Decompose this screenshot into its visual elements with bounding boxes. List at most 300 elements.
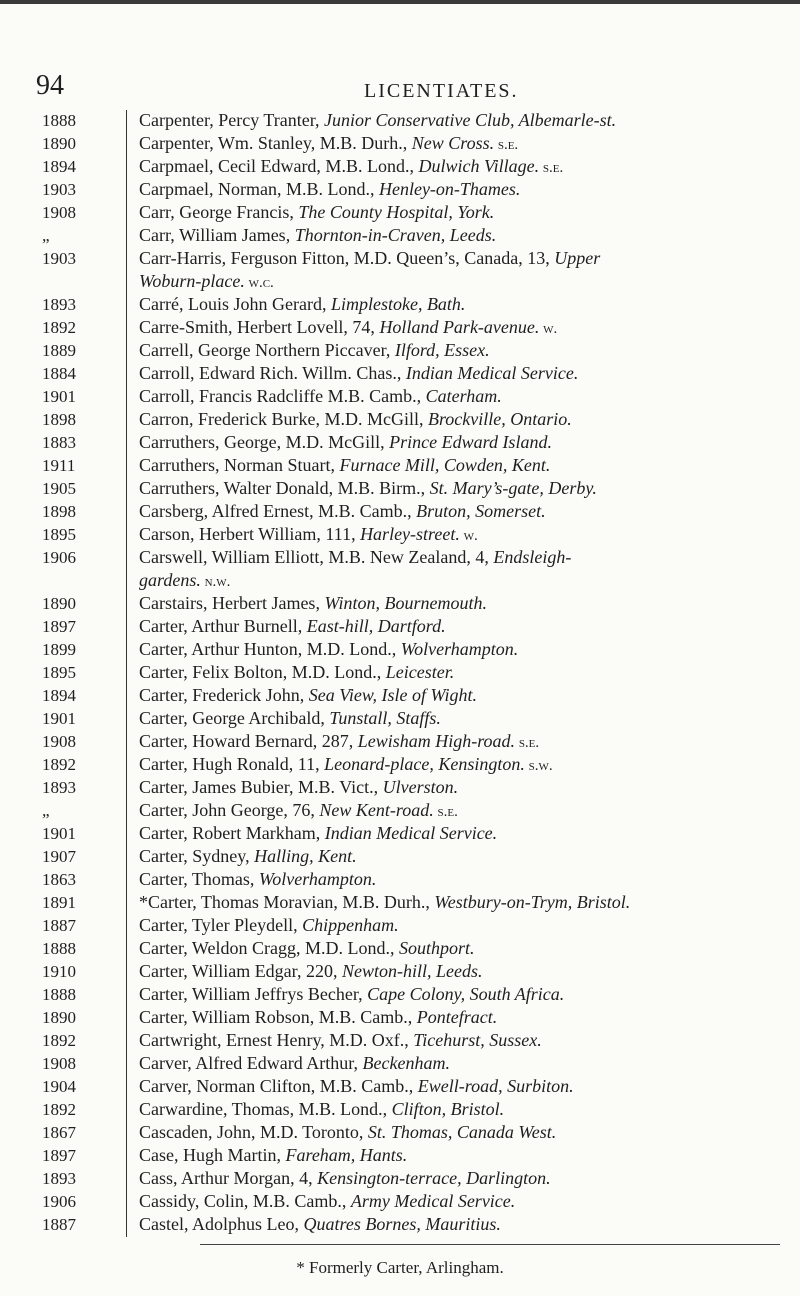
column-divider (126, 294, 127, 317)
entry-year: 1890 (42, 134, 76, 153)
entry-name: Carter, James Bubier, M.B. Vict., (139, 777, 383, 797)
entry-year: 1897 (42, 617, 76, 636)
entry-address: Furnace Mill, Cowden, Kent. (339, 455, 551, 475)
entry-text (139, 639, 524, 662)
list-item (30, 915, 800, 938)
entry-text (139, 179, 526, 202)
entry-address: Pontefract. (416, 1007, 498, 1027)
entry-address: Wolverhampton. (258, 869, 377, 889)
column-divider (126, 800, 127, 823)
entry-year: 1908 (42, 732, 76, 751)
list-item (30, 1191, 800, 1214)
entry-year: 1898 (42, 410, 76, 429)
entry-name: Carstairs, Herbert James, (139, 593, 325, 613)
column-divider (126, 938, 127, 961)
entry-year: 1901 (42, 709, 76, 728)
entry-address: Clifton, Bristol. (391, 1099, 505, 1119)
entry-text (139, 570, 236, 593)
entry-address: Ulverston. (382, 777, 459, 797)
entry-name: Carpenter, Percy Tranter, (139, 110, 325, 130)
entry-address: Henley-on-Thames. (378, 179, 521, 199)
list-item (30, 432, 800, 455)
entry-text (139, 1076, 580, 1099)
entry-name: Carver, Alfred Edward Arthur, (139, 1053, 363, 1073)
entry-text (139, 754, 559, 777)
list-item (30, 409, 800, 432)
entry-address: St. Thomas, Canada West. (367, 1122, 557, 1142)
list-item (30, 892, 800, 915)
entry-name: Carr, George Francis, (139, 202, 299, 222)
entry-name: Carter, Robert Markham, (139, 823, 325, 843)
entry-year: 1863 (42, 870, 76, 889)
list-item (30, 156, 800, 179)
entry-address: Thornton-in-Craven, Leeds. (294, 225, 497, 245)
entry-year: 1901 (42, 824, 76, 843)
entry-text (139, 1145, 413, 1168)
entry-text (139, 317, 563, 340)
entry-address: The County Hospital, York. (298, 202, 495, 222)
entry-address: New Kent-road. (319, 800, 434, 820)
list-item (30, 1214, 800, 1237)
entry-name: Carver, Norman Clifton, M.B. Camb., (139, 1076, 418, 1096)
list-item (30, 685, 800, 708)
column-divider (126, 156, 127, 179)
entry-text (139, 524, 484, 547)
column-divider (126, 271, 127, 294)
column-divider (126, 1053, 127, 1076)
entry-text (139, 432, 558, 455)
entry-text (139, 1122, 562, 1145)
entry-year: „ (42, 801, 50, 820)
entry-name: Carruthers, George, M.D. McGill, (139, 432, 390, 452)
entry-postal-district: w.c. (244, 275, 274, 291)
entry-address: Limplestoke, Bath. (330, 294, 466, 314)
entry-address: Endsleigh- (493, 547, 572, 567)
list-item (30, 593, 800, 616)
entry-address: Upper (554, 248, 601, 268)
entry-text (139, 800, 464, 823)
column-divider (126, 892, 127, 915)
list-item (30, 800, 800, 823)
entry-postal-district: s.e. (515, 735, 540, 751)
entry-address: Ilford, Essex. (394, 340, 490, 360)
entry-year: 1887 (42, 916, 76, 935)
entry-year: 1890 (42, 1008, 76, 1027)
entry-address: Caterham. (425, 386, 502, 406)
entry-name: *Carter, Thomas Moravian, M.B. Durh., (139, 892, 435, 912)
list-item (30, 1122, 800, 1145)
entry-name: Carter, Felix Bolton, M.D. Lond., (139, 662, 386, 682)
entry-name: Carroll, Francis Radcliffe M.B. Camb., (139, 386, 426, 406)
list-item (30, 248, 800, 271)
entry-year: 1895 (42, 663, 76, 682)
list-item (30, 1145, 800, 1168)
entry-address: Newton-hill, Leeds. (341, 961, 483, 981)
list-item (30, 501, 800, 524)
entry-name: Carron, Frederick Burke, M.D. McGill, (139, 409, 428, 429)
entry-text (139, 869, 382, 892)
entry-name: Carter, William Robson, M.B. Camb., (139, 1007, 417, 1027)
list-item (30, 1076, 800, 1099)
entry-address: Beckenham. (362, 1053, 450, 1073)
entry-text (139, 455, 556, 478)
entry-name: Carwardine, Thomas, M.B. Lond., (139, 1099, 392, 1119)
entry-postal-district: s.e. (433, 804, 458, 820)
entry-year: 1907 (42, 847, 76, 866)
entry-postal-district: w. (459, 528, 478, 544)
entry-name: Carter, William Jeffrys Becher, (139, 984, 368, 1004)
entry-text (139, 225, 502, 248)
entry-address: Dulwich Village. (418, 156, 540, 176)
entry-address: Tunstall, Staffs. (329, 708, 441, 728)
column-divider (126, 248, 127, 271)
entry-text (139, 662, 460, 685)
column-divider (126, 777, 127, 800)
entry-year: 1911 (42, 456, 76, 475)
column-divider (126, 386, 127, 409)
list-item (30, 938, 800, 961)
entry-address: Indian Medical Service. (324, 823, 498, 843)
column-divider (126, 846, 127, 869)
list-item (30, 869, 800, 892)
entry-year: 1867 (42, 1123, 76, 1142)
entry-address: Junior Conservative Club, Albemarle-st. (324, 110, 617, 130)
entry-name: Carter, Arthur Hunton, M.D. Lond., (139, 639, 401, 659)
entry-address: Halling, Kent. (254, 846, 357, 866)
list-item (30, 478, 800, 501)
column-divider (126, 1007, 127, 1030)
list-item (30, 271, 800, 294)
entry-address: Ewell-road, Surbiton. (417, 1076, 574, 1096)
entry-address: Harley-street. (360, 524, 460, 544)
entry-name: Carre-Smith, Herbert Lovell, 74, (139, 317, 380, 337)
entry-address: East-hill, Dartford. (306, 616, 446, 636)
column-divider (126, 501, 127, 524)
entry-text (139, 409, 578, 432)
column-divider (126, 202, 127, 225)
entry-name: Case, Hugh Martin, (139, 1145, 286, 1165)
column-divider (126, 639, 127, 662)
list-item (30, 179, 800, 202)
list-item (30, 961, 800, 984)
column-divider (126, 869, 127, 892)
entry-year: 1894 (42, 157, 76, 176)
column-divider (126, 593, 127, 616)
column-divider (126, 570, 127, 593)
list-item (30, 317, 800, 340)
column-divider (126, 1191, 127, 1214)
entry-name: Cassidy, Colin, M.B. Camb., (139, 1191, 351, 1211)
entry-text (139, 731, 545, 754)
entry-address: Indian Medical Service. (405, 363, 579, 383)
entry-year: 1908 (42, 1054, 76, 1073)
list-item (30, 823, 800, 846)
column-divider (126, 432, 127, 455)
entry-address: Fareham, Hants. (285, 1145, 408, 1165)
column-divider (126, 179, 127, 202)
entry-name: Carter, Howard Bernard, 287, (139, 731, 358, 751)
column-divider (126, 547, 127, 570)
entry-year: 1892 (42, 755, 76, 774)
entry-address: Cape Colony, South Africa. (367, 984, 565, 1004)
entry-address: Chippenham. (302, 915, 399, 935)
entry-name: Carruthers, Norman Stuart, (139, 455, 340, 475)
entry-text (139, 110, 622, 133)
entry-name: Carson, Herbert William, 111, (139, 524, 361, 544)
entry-year (30, 570, 126, 593)
entry-name: Carpmael, Norman, M.B. Lond., (139, 179, 379, 199)
entry-name: Carsberg, Alfred Ernest, M.B. Camb., (139, 501, 417, 521)
column-divider (126, 1168, 127, 1191)
entry-text (139, 846, 363, 869)
column-divider (126, 1214, 127, 1237)
entry-year: 1892 (42, 1031, 76, 1050)
column-divider (126, 754, 127, 777)
entry-year: 1888 (42, 985, 76, 1004)
list-item (30, 777, 800, 800)
entry-address: Quatres Bornes, Mauritius. (303, 1214, 501, 1234)
page-number: 94 (36, 70, 64, 101)
entry-name: Carter, Sydney, (139, 846, 255, 866)
entry-address: Kensington-terrace, Darlington. (317, 1168, 551, 1188)
entry-postal-district: s.e. (494, 137, 519, 153)
column-divider (126, 1099, 127, 1122)
entry-name: Carter, Weldon Cragg, M.D. Lond., (139, 938, 399, 958)
list-item (30, 662, 800, 685)
entry-year: 1901 (42, 387, 76, 406)
entry-year: 1893 (42, 295, 76, 314)
entry-name: Carter, William Edgar, 220, (139, 961, 342, 981)
list-item (30, 133, 800, 156)
list-item (30, 110, 800, 133)
entry-year: 1903 (42, 180, 76, 199)
entry-text (139, 340, 496, 363)
list-item (30, 731, 800, 754)
entry-name: Cass, Arthur Morgan, 4, (139, 1168, 318, 1188)
list-item (30, 524, 800, 547)
list-item (30, 1053, 800, 1076)
entry-year: 1883 (42, 433, 76, 452)
entry-address: Leicester. (385, 662, 455, 682)
entry-text (139, 823, 503, 846)
entry-text (139, 984, 570, 1007)
entry-year: 1910 (42, 962, 76, 981)
entry-address: Sea View, Isle of Wight. (308, 685, 478, 705)
entry-name: Cartwright, Ernest Henry, M.D. Oxf., (139, 1030, 414, 1050)
entry-address: Wolverhampton. (400, 639, 519, 659)
entry-name: Carswell, William Elliott, M.B. New Zealand, 4, (139, 547, 494, 567)
entry-address: Westbury-on-Trym, Bristol. (434, 892, 631, 912)
column-divider (126, 915, 127, 938)
entry-year: 1908 (42, 203, 76, 222)
entry-year: 1895 (42, 525, 76, 544)
entry-year: 1904 (42, 1077, 76, 1096)
entry-text (139, 386, 508, 409)
list-item (30, 225, 800, 248)
entry-name: Carpmael, Cecil Edward, M.B. Lond., (139, 156, 419, 176)
list-item (30, 202, 800, 225)
entry-text (139, 501, 552, 524)
entry-year: 1892 (42, 1100, 76, 1119)
column-divider (126, 1145, 127, 1168)
column-divider (126, 1076, 127, 1099)
entry-text (139, 593, 493, 616)
entry-text (139, 892, 636, 915)
entry-address: Ticehurst, Sussex. (413, 1030, 542, 1050)
entry-text (139, 363, 584, 386)
list-item (30, 846, 800, 869)
column-divider (126, 731, 127, 754)
entry-name: Carr, William James, (139, 225, 295, 245)
column-divider (126, 961, 127, 984)
entry-address: gardens. (139, 570, 201, 590)
entry-text (139, 547, 577, 570)
entry-postal-district: n.w. (200, 574, 231, 590)
entry-name: Castel, Adolphus Leo, (139, 1214, 304, 1234)
licentiate-list (30, 110, 800, 1237)
entry-text (139, 1214, 507, 1237)
top-edge-rule (0, 0, 800, 4)
entry-postal-district: s.w. (524, 758, 553, 774)
entry-text (139, 156, 569, 179)
list-item (30, 708, 800, 731)
entry-name: Carter, Arthur Burnell, (139, 616, 307, 636)
column-divider (126, 478, 127, 501)
entry-name: Carrell, George Northern Piccaver, (139, 340, 395, 360)
entry-year: 1903 (42, 249, 76, 268)
entry-year: 1893 (42, 778, 76, 797)
entry-address: Bruton, Somerset. (416, 501, 546, 521)
column-divider (126, 317, 127, 340)
entry-address: Southport. (398, 938, 475, 958)
entry-name: Carter, Tyler Pleydell, (139, 915, 303, 935)
entry-address: New Cross. (411, 133, 495, 153)
entry-text (139, 294, 471, 317)
list-item (30, 1168, 800, 1191)
entry-text (139, 961, 488, 984)
running-title: LICENTIATES. (364, 80, 519, 102)
entry-name: Carter, Frederick John, (139, 685, 309, 705)
entry-name: Carr-Harris, Ferguson Fitton, M.D. Queen’s, Canada, 13, (139, 248, 555, 268)
entry-name: Carpenter, Wm. Stanley, M.B. Durh., (139, 133, 412, 153)
footnote-rule (200, 1244, 780, 1245)
entry-year: 1887 (42, 1215, 76, 1234)
entry-name: Carré, Louis John Gerard, (139, 294, 331, 314)
entry-text (139, 202, 500, 225)
entry-text (139, 1191, 521, 1214)
entry-text (139, 616, 452, 639)
entry-address: St. Mary’s-gate, Derby. (429, 478, 597, 498)
entry-text (139, 248, 606, 271)
entry-address: Brockville, Ontario. (427, 409, 572, 429)
entry-year: 1888 (42, 111, 76, 130)
entry-year: 1890 (42, 594, 76, 613)
column-divider (126, 409, 127, 432)
entry-address: Army Medical Service. (350, 1191, 516, 1211)
entry-text (139, 1099, 510, 1122)
entry-year (30, 271, 126, 294)
entry-address: Woburn-place. (139, 271, 245, 291)
column-divider (126, 133, 127, 156)
entry-postal-district: w. (539, 321, 558, 337)
column-divider (126, 1030, 127, 1053)
list-item (30, 386, 800, 409)
column-divider (126, 110, 127, 133)
entry-text (139, 777, 464, 800)
column-divider (126, 340, 127, 363)
entry-year: 1892 (42, 318, 76, 337)
list-item (30, 294, 800, 317)
list-item (30, 363, 800, 386)
list-item (30, 1007, 800, 1030)
entry-text (139, 1007, 503, 1030)
entry-text (139, 685, 483, 708)
entry-text (139, 1030, 548, 1053)
entry-year: „ (42, 226, 50, 245)
entry-name: Cascaden, John, M.D. Toronto, (139, 1122, 368, 1142)
list-item (30, 1030, 800, 1053)
list-item (30, 570, 800, 593)
entry-name: Carter, John George, 76, (139, 800, 320, 820)
column-divider (126, 984, 127, 1007)
column-divider (126, 225, 127, 248)
entry-year: 1888 (42, 939, 76, 958)
list-item (30, 1099, 800, 1122)
entry-year: 1905 (42, 479, 76, 498)
list-item (30, 639, 800, 662)
entry-address: Holland Park-avenue. (379, 317, 540, 337)
entry-address: Prince Edward Island. (389, 432, 552, 452)
entry-year: 1906 (42, 548, 76, 567)
column-divider (126, 1122, 127, 1145)
entry-year: 1894 (42, 686, 76, 705)
list-item (30, 340, 800, 363)
footnote: * Formerly Carter, Arlingham. (296, 1258, 504, 1277)
entry-year: 1906 (42, 1192, 76, 1211)
entry-name: Carruthers, Walter Donald, M.B. Birm., (139, 478, 430, 498)
entry-name: Carter, George Archibald, (139, 708, 330, 728)
entry-address: Leonard-place, Kensington. (324, 754, 525, 774)
entry-year: 1898 (42, 502, 76, 521)
entry-text (139, 1053, 456, 1076)
list-item (30, 754, 800, 777)
entry-text (139, 915, 405, 938)
list-item (30, 455, 800, 478)
list-item (30, 616, 800, 639)
entry-year: 1884 (42, 364, 76, 383)
entry-text (139, 271, 280, 294)
entry-text (139, 938, 480, 961)
column-divider (126, 363, 127, 386)
entry-text (139, 133, 524, 156)
column-divider (126, 662, 127, 685)
list-item (30, 984, 800, 1007)
entry-text (139, 708, 447, 731)
entry-postal-district: s.e. (539, 160, 564, 176)
list-item (30, 547, 800, 570)
entry-address: Winton, Bournemouth. (324, 593, 487, 613)
entry-year: 1899 (42, 640, 76, 659)
column-divider (126, 823, 127, 846)
entry-text (139, 1168, 557, 1191)
column-divider (126, 524, 127, 547)
entry-address: Lewisham High-road. (357, 731, 516, 751)
entry-year: 1889 (42, 341, 76, 360)
column-divider (126, 455, 127, 478)
column-divider (126, 685, 127, 708)
entry-year: 1891 (42, 893, 76, 912)
entry-text (139, 478, 603, 501)
